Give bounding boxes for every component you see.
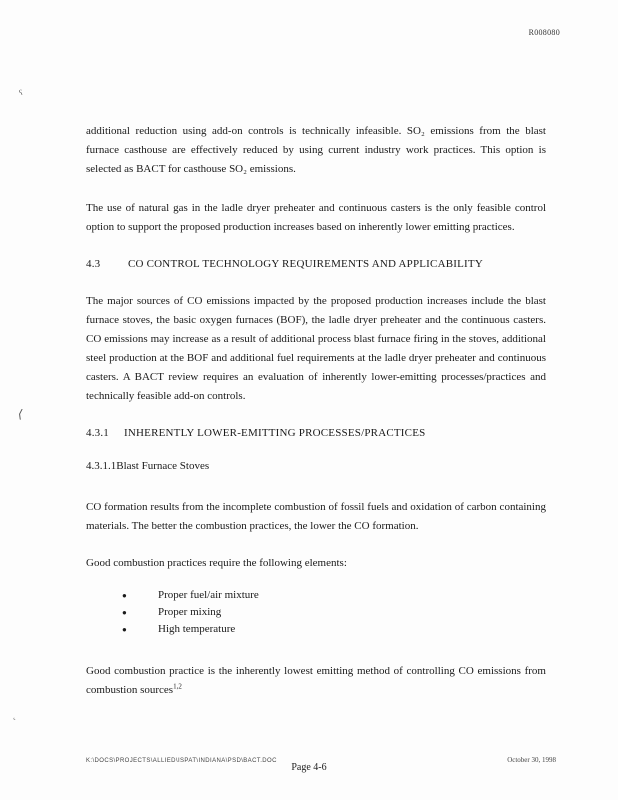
paragraph-co-sources: The major sources of CO emissions impacted by the proposed production increases include the blast furnace stoves, the basic oxygen furnaces (BOF), the ladle dryer preheater and the continuous casters. CO emissions may increase as a result of additional process blast furnace firing in the stoves, additional steel production at the BOF and additional fuel requirements at the ladle dryer preheater and continuous casters. A BACT review requires an evaluation of inherently lower-emitting processes/practices and technically feasible add-on controls. [86, 295, 546, 402]
margin-mark-icon: ʿ [10, 714, 22, 730]
footer-date: October 30, 1998 [507, 756, 556, 764]
combustion-elements-list [86, 587, 546, 638]
section-heading [86, 255, 546, 274]
subsection-title: INHERENTLY LOWER-EMITTING PROCESSES/PRACTICES [124, 427, 426, 439]
list-item: ● Proper fuel/air mixture [122, 587, 546, 604]
bullet-icon: ● [122, 625, 127, 634]
subsection-heading [86, 424, 546, 443]
paragraph-so2-controls: additional reduction using add-on controls is technically infeasible. SO₂ emissions from the blast furnace casthouse are effectively reduced by using current industry work practices. This option is selected as BACT for casthouse SO₂ emissions. [86, 125, 546, 175]
subsection-number: 4.3.1 [86, 427, 109, 439]
document-body [86, 122, 546, 700]
paragraph-co-formation: CO formation results from the incomplete combustion of fossil fuels and oxidation of carbon containing materials. The better the combustion practices, the lower the CO formation. [86, 501, 546, 532]
margin-mark-icon: ˁ [17, 86, 26, 102]
bullet-icon: ● [122, 608, 127, 617]
document-id: R008080 [528, 28, 560, 37]
section-title: CO CONTROL TECHNOLOGY REQUIREMENTS AND APPLICABILITY [128, 258, 483, 270]
reference-superscript: 1,2 [173, 682, 182, 691]
footer-file-path: K:\DOCS\PROJECTS\ALLIED\ISPAT\INDIANA\PSD\BACT.DOC [86, 758, 277, 764]
bullet-icon: ● [122, 591, 127, 600]
section-number: 4.3 [86, 258, 101, 270]
paragraph-good-combustion-conclusion: Good combustion practice is the inherently lowest emitting method of controlling CO emissions from combustion sources$^{1,2}$ [86, 665, 546, 696]
list-item: ● Proper mixing [122, 604, 546, 621]
paragraph-good-combustion-intro: Good combustion practices require the following elements: [86, 557, 347, 569]
page-number: Page 4-6 [291, 762, 327, 773]
list-item: ● High temperature [122, 621, 546, 638]
margin-mark-icon: ⟨ [16, 406, 24, 422]
subsubsection-heading: 4.3.1.1Blast Furnace Stoves [86, 460, 210, 472]
paragraph-natural-gas: The use of natural gas in the ladle dryer preheater and continuous casters is the only feasible control option to support the proposed production increases based on inherently lower emitting practices. [86, 202, 546, 233]
